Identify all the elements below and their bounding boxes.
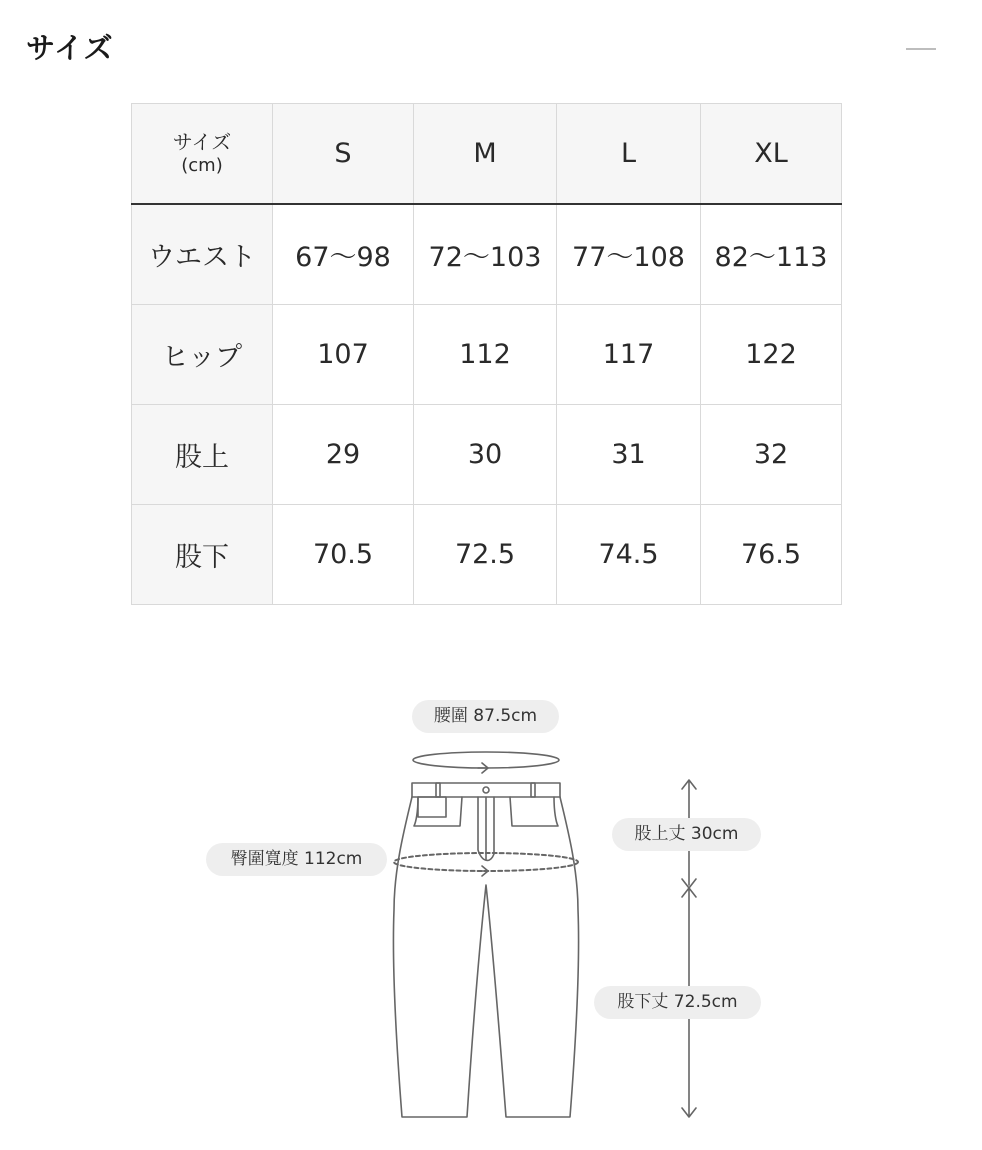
corner-unit: (cm) [181, 154, 223, 176]
table-cell: 74.5 [557, 505, 701, 605]
table-cell: 72〜103 [414, 204, 557, 305]
inseam-measure-label: 股下丈 72.5cm [594, 986, 761, 1019]
row-label-hip: ヒップ [132, 305, 273, 405]
column-header-s: S [273, 104, 414, 205]
table-cell: 67〜98 [273, 204, 414, 305]
table-cell: 82〜113 [701, 204, 842, 305]
belt-loop [436, 783, 440, 797]
table-cell: 32 [701, 405, 842, 505]
belt-loop [531, 783, 535, 797]
column-header-m: M [414, 104, 557, 205]
column-header-l: L [557, 104, 701, 205]
row-label-rise: 股上 [132, 405, 273, 505]
hip-measure-label: 臀圍寬度 112cm [206, 843, 387, 876]
waist-arrow-icon [478, 763, 488, 773]
table-cell: 122 [701, 305, 842, 405]
table-cell: 72.5 [414, 505, 557, 605]
table-cell: 70.5 [273, 505, 414, 605]
hip-arrow-icon [478, 866, 488, 876]
section-title: サイズ [26, 31, 114, 65]
row-label-inseam: 股下 [132, 505, 273, 605]
table-cell: 77〜108 [557, 204, 701, 305]
table-cell: 29 [273, 405, 414, 505]
coin-pocket [418, 797, 446, 817]
front-pocket-right [510, 797, 558, 826]
table-cell: 117 [557, 305, 701, 405]
row-label-waist: ウエスト [132, 204, 273, 305]
table-cell: 30 [414, 405, 557, 505]
waist-measure-label: 腰圍 87.5cm [412, 700, 559, 733]
table-cell: 76.5 [701, 505, 842, 605]
table-cell: 107 [273, 305, 414, 405]
corner-label: サイズ [172, 129, 232, 154]
rise-measure-label: 股上丈 30cm [612, 818, 761, 851]
column-header-xl: XL [701, 104, 842, 205]
table-cell: 31 [557, 405, 701, 505]
front-pocket-left [414, 797, 462, 826]
table-cell: 112 [414, 305, 557, 405]
button-icon [483, 787, 489, 793]
pants-waistband [412, 783, 560, 797]
